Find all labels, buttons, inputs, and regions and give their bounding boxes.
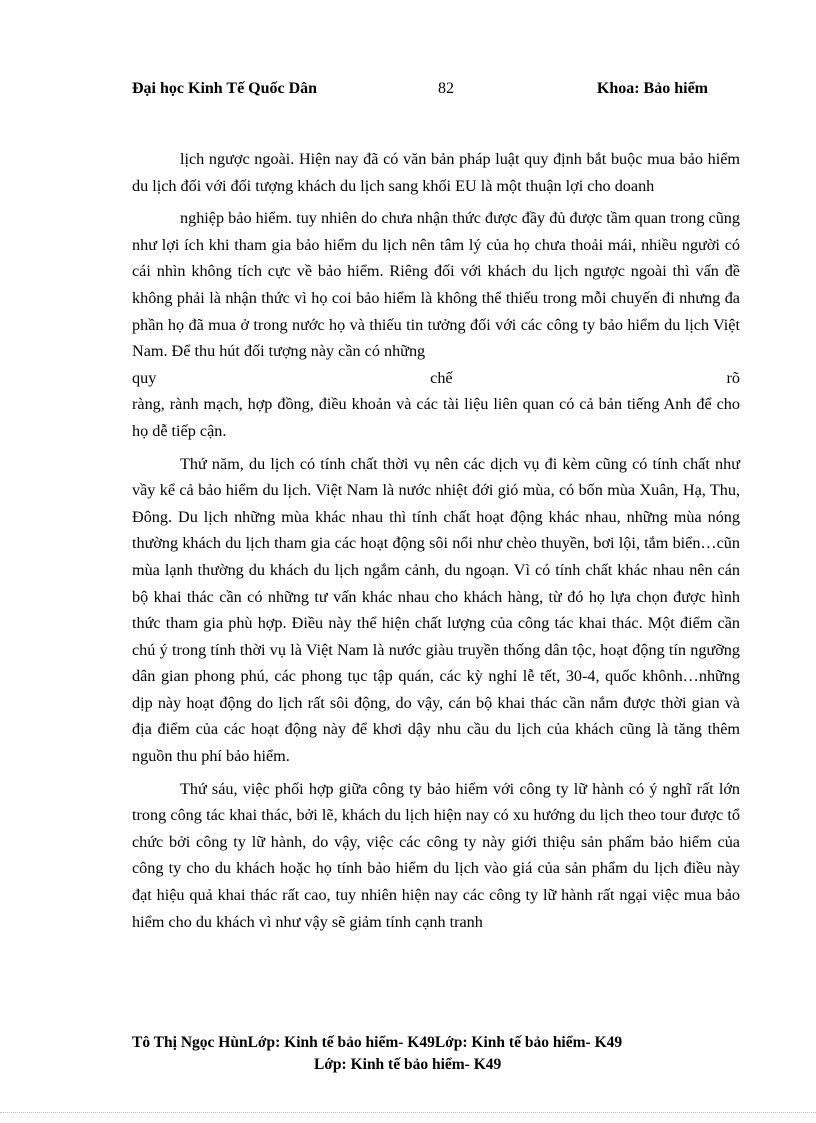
page-number: 82 (438, 80, 454, 97)
paragraph-2-spread-line (132, 365, 740, 392)
paragraph-3: Thứ năm, du lịch có tính chất thời vụ nên các dịch vụ đi kèm cũng có tính chất như vầy kể cả bảo hiểm du lịch. Việt Nam là nước nhiệt đới gió mùa, có bốn mùa Xuân, Hạ, Thu, Đông. Du lịch những mùa khác nhau thì tính chất hoạt động khác nhau, những mùa nóng thường khách du lịch tham gia các hoạt động sôi nổi như chèo thuyền, bơi lội, tắm biển…cũn mùa lạnh thường du khách du lịch ngắm cảnh, du ngoạn. Vì có tính chất khác nhau nên cán bộ khai thác cần có những tư vấn khác nhau cho khách hàng, từ đó họ lựa chọn được hình thức tham gia phù hợp. Điều này thể hiện chất lượng của công tác khai thác. Một điểm cần chú ý trong tính thời vụ là Việt Nam là nước giàu truyền thống dân tộc, hoạt động tín ngưỡng dân gian phong phú, các phong tục tập quán, các kỳ nghỉ lễ tết, 30-4, quốc khônh…những dịp này hoạt động do lịch rất sôi động, do vậy, cán bộ khai thác cần nắm được thời gian và địa điểm của các hoạt động này để khơi dậy nhu cầu du lịch của khách cũng là tăng thêm nguồn thu phí bảo hiểm. (132, 454, 740, 766)
page-header (132, 80, 712, 102)
page-footer (132, 1032, 692, 1076)
spread-word-2: chế (430, 368, 453, 387)
faculty-name: Khoa: Bảo hiểm (596, 80, 708, 97)
footer-class-line: Lớp: Kinh tế bảo hiểm- K49 (314, 1056, 502, 1073)
university-name: Đại học Kinh Tế Quốc Dân (132, 80, 318, 97)
paragraph-2-end: ràng, rành mạch, hợp đồng, điều khoản và các tài liệu liên quan có cả bản tiếng Anh để cho họ dễ tiếp cận. (132, 395, 740, 440)
paragraph-1: lịch ngược ngoài. Hiện nay đã có văn bản pháp luật quy định bắt buộc mua bảo hiểm du lịch đối với đối tượng khách du lịch sang khối EU là một thuận lợi cho doanh (132, 150, 740, 195)
paragraph-2: nghiệp bảo hiểm. tuy nhiên do chưa nhận thức được đầy đủ được tầm quan trong cũng như lợi ích khi tham gia bảo hiểm du lịch nên tâm lý của họ chưa thoải mái, nhiều người có cái nhìn không tích cực về bảo hiểm. Riêng đối với khách du lịch ngược ngoài thì vấn đề không phải là nhận thức vì họ coi bảo hiểm là không thể thiếu trong mỗi chuyến đi nhưng đa phần họ đã mua ở trong nước họ và thiếu tin tưởng đối với các công ty bảo hiểm du lịch Việt Nam. Để thu hút đối tượng này cần có những (132, 209, 740, 361)
footer-author-line: Tô Thị Ngọc HùnLớp: Kinh tế bảo hiểm- K49Lớp: Kinh tế bảo hiểm- K49 (132, 1034, 623, 1051)
spread-word-3: rõ (726, 368, 740, 387)
paragraph-4: Thứ sáu, việc phối hợp giữa công ty bảo hiểm với công ty lữ hành có ý nghĩ rất lớn trong công tác khai thác, bởi lẽ, khách du lịch hiện nay có xu hướng du lịch theo tour được tổ chức bởi công ty lữ hành, do vậy, việc các công ty này giới thiệu sản phẩm bảo hiểm của công ty cho du khách hoặc họ tính bảo hiểm du lịch vào giá của sản phẩm du lịch điều này đạt hiệu quả khai thác rất cao, tuy nhiên hiện nay các công ty lữ hành rất ngại việc mua bảo hiểm cho du khách vì như vậy sẽ giảm tính cạnh tranh (132, 779, 740, 931)
page-bottom-divider (0, 1112, 816, 1113)
spread-word-1: quy (132, 368, 157, 387)
document-body (132, 146, 740, 935)
